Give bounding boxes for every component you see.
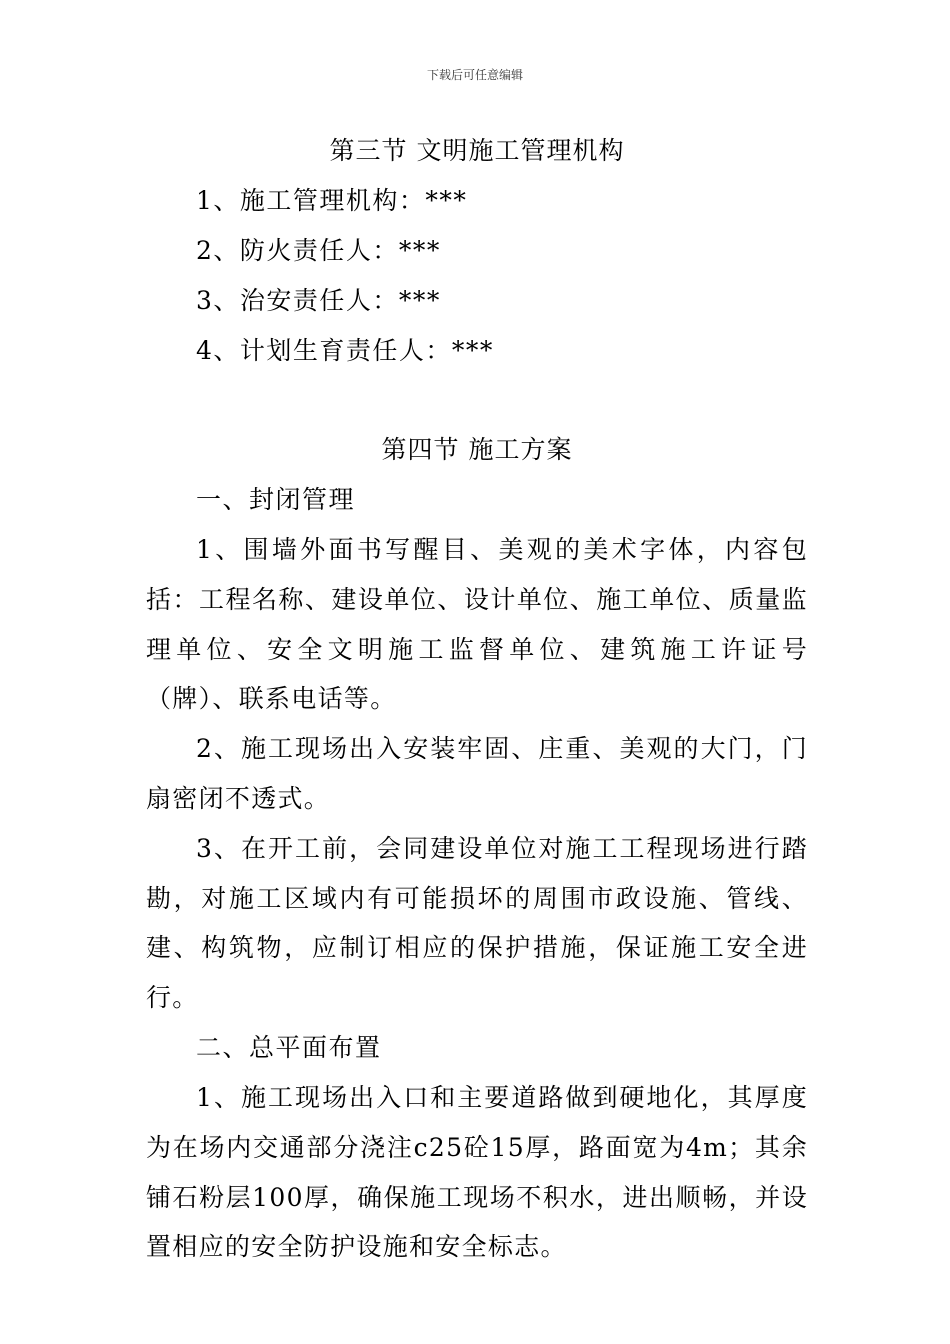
sub1-paragraph: 2、施工现场出入安装牢固、庄重、美观的大门，门扇密闭不透式。 (146, 734, 808, 813)
sub2-heading: 二、总平面布置 (196, 1032, 382, 1062)
header-note: 下载后可任意编辑 (426, 68, 523, 82)
document-body (146, 126, 808, 1272)
section3-item: 4、计划生育责任人：*** (196, 336, 494, 365)
sub1-paragraph: 3、在开工前，会同建设单位对施工工程现场进行踏勘，对施工区域内有可能损坏的周围市政设施、管线、建、构筑物，应制订相应的保护措施，保证施工安全进行。 (146, 833, 808, 1013)
section3-item: 3、治安责任人：*** (196, 286, 441, 315)
section3-title: 第三节 文明施工管理机构 (329, 136, 625, 165)
section4-title: 第四节 施工方案 (381, 435, 573, 464)
sub1-heading: 一、封闭管理 (196, 485, 356, 514)
section3-item: 2、防火责任人：*** (196, 236, 441, 265)
sub2-paragraph: 1、施工现场出入口和主要道路做到硬地化，其厚度为在场内交通部分浇注c25砼15厚，路面宽为4m；其余铺石粉层100厚，确保施工现场不积水，进出顺畅，并设置相应的安全防护设施和安全标志。 (146, 1082, 808, 1262)
section-gap (146, 376, 808, 425)
sub1-paragraph: 1、围墙外面书写醒目、美观的美术字体，内容包括：工程名称、建设单位、设计单位、施工单位、质量监理单位、安全文明施工监督单位、建筑施工许证号（牌）、联系电话等。 (146, 535, 808, 714)
section3-item: 1、施工管理机构：*** (196, 186, 468, 215)
